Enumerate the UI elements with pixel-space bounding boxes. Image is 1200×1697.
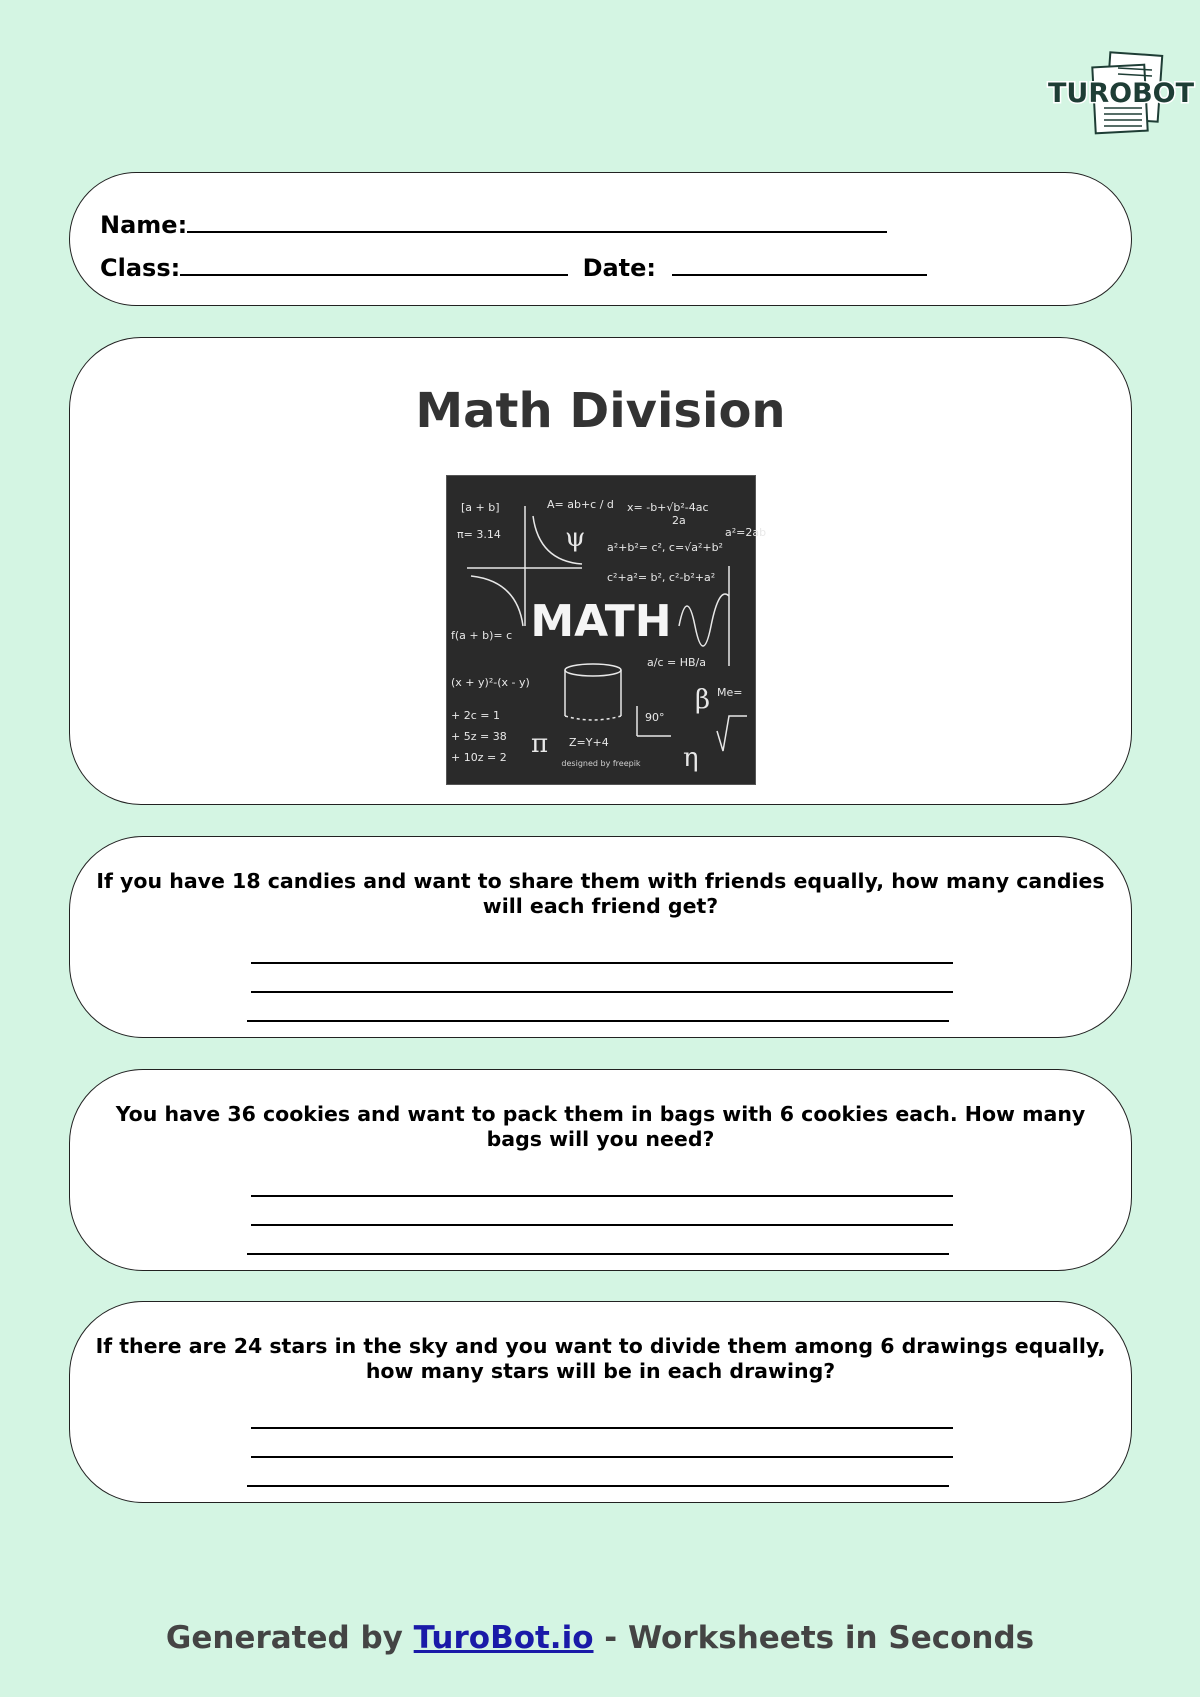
answer-line-1b[interactable] xyxy=(251,991,953,993)
svg-text:π= 3.14: π= 3.14 xyxy=(457,528,501,541)
answer-line-2b[interactable] xyxy=(251,1224,953,1226)
answer-line-3c[interactable] xyxy=(247,1485,949,1487)
math-chalkboard-image xyxy=(446,475,767,785)
answer-line-3a[interactable] xyxy=(251,1427,953,1429)
svg-text:a²+b²= c², c=√a²+b²: a²+b²= c², c=√a²+b² xyxy=(607,541,723,554)
svg-text:90°: 90° xyxy=(645,711,665,724)
date-label: Date: xyxy=(582,254,657,282)
svg-text:Z=Y+4: Z=Y+4 xyxy=(569,736,609,749)
image-credit: designed by freepik xyxy=(561,759,641,768)
turobot-logo xyxy=(1046,52,1195,136)
svg-text:Me=: Me= xyxy=(717,686,743,699)
footer-suffix: - Worksheets in Seconds xyxy=(593,1620,1035,1656)
question-text-2: You have 36 cookies and want to pack them in bags with 6 cookies each. How many bags will you need? xyxy=(115,1102,1086,1151)
date-field[interactable] xyxy=(672,254,927,276)
svg-text:β: β xyxy=(695,685,711,715)
question-text-3: If there are 24 stars in the sky and you want to divide them among 6 drawings equally, how many stars will be in each drawing? xyxy=(95,1334,1106,1383)
question-card-3 xyxy=(69,1301,1132,1503)
svg-text:ψ: ψ xyxy=(565,523,586,553)
class-field[interactable] xyxy=(180,254,568,276)
name-label: Name: xyxy=(100,211,188,239)
svg-text:A= ab+c / d: A= ab+c / d xyxy=(547,498,614,511)
chalkboard-word: MATH xyxy=(530,596,672,647)
question-card-1 xyxy=(69,836,1132,1038)
worksheet-title: Math Division xyxy=(415,383,786,439)
name-row xyxy=(100,211,887,239)
svg-text:x= -b+√b²-4ac: x= -b+√b²-4ac xyxy=(627,501,709,514)
answer-line-2c[interactable] xyxy=(247,1253,949,1255)
question-card-2 xyxy=(69,1069,1132,1271)
answer-line-1c[interactable] xyxy=(247,1020,949,1022)
svg-text:2a: 2a xyxy=(672,514,686,527)
svg-text:(x + y)²-(x - y): (x + y)²-(x - y) xyxy=(451,676,530,689)
question-text-1: If you have 18 candies and want to share them with friends equally, how many candies will each friend get? xyxy=(96,869,1105,918)
footer-prefix: Generated by xyxy=(165,1620,414,1656)
answer-line-2a[interactable] xyxy=(251,1195,953,1197)
svg-text:a²=2ab: a²=2ab xyxy=(725,526,767,539)
svg-text:+ 10z = 2: + 10z = 2 xyxy=(451,751,507,764)
student-info-card xyxy=(69,172,1132,306)
svg-text:+ 5z = 38: + 5z = 38 xyxy=(451,730,507,743)
name-field[interactable] xyxy=(187,211,887,233)
answer-line-1a[interactable] xyxy=(251,962,953,964)
class-label: Class: xyxy=(100,254,181,282)
svg-text:+ 2c = 1: + 2c = 1 xyxy=(451,709,500,722)
svg-text:c²+a²= b², c²-b²+a²: c²+a²= b², c²-b²+a² xyxy=(607,571,716,584)
svg-text:η: η xyxy=(683,743,699,773)
svg-text:[a + b]: [a + b] xyxy=(461,501,500,514)
svg-text:a/c = HB/a: a/c = HB/a xyxy=(647,656,706,669)
logo-text: TUROBOT xyxy=(1048,78,1195,109)
svg-text:f(a + b)= c: f(a + b)= c xyxy=(451,629,513,642)
turobot-link[interactable]: TuroBot.io xyxy=(413,1620,594,1656)
svg-text:π: π xyxy=(531,729,549,759)
class-date-row xyxy=(100,254,927,282)
footer xyxy=(0,1620,1200,1656)
answer-line-3b[interactable] xyxy=(251,1456,953,1458)
title-card xyxy=(69,337,1132,805)
